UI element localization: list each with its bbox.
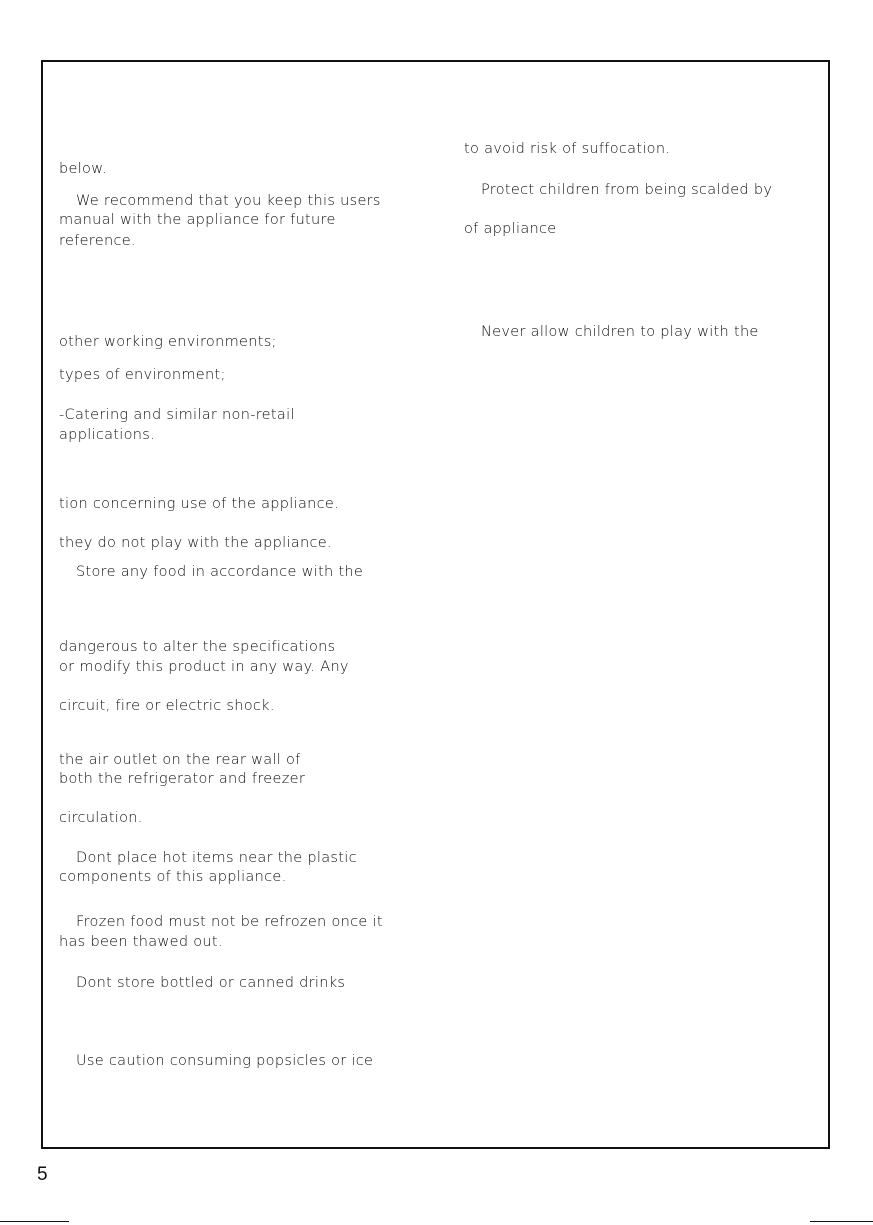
text-line: the air outlet on the rear wall of: [59, 752, 301, 768]
text-line: has been thawed out.: [59, 934, 223, 950]
text-line: to avoid risk of suffocation.: [464, 141, 671, 157]
text-line: Never allow children to play with the: [481, 324, 759, 340]
text-line: Protect children from being scalded by: [481, 182, 773, 198]
text-line: they do not play with the appliance.: [59, 535, 332, 551]
text-line: We recommend that you keep this users: [76, 193, 381, 209]
text-line: Dont place hot items near the plastic: [76, 850, 357, 866]
text-line: below.: [59, 161, 107, 177]
text-line: Store any food in accordance with the: [76, 564, 364, 580]
text-line: both the refrigerator and freezer: [59, 771, 306, 787]
text-line: circuit, fire or electric shock.: [59, 698, 275, 714]
page-number: 5: [37, 1164, 48, 1185]
text-line: tion concerning use of the appliance.: [59, 496, 340, 512]
text-line: reference.: [59, 233, 136, 249]
text-line: circulation.: [59, 810, 143, 826]
text-line: -Catering and similar non-retail: [59, 407, 295, 423]
text-line: components of this appliance.: [59, 869, 287, 885]
text-line: or modify this product in any way. Any: [59, 659, 349, 675]
text-line: manual with the appliance for future: [59, 212, 336, 228]
text-line: applications.: [59, 427, 156, 443]
footer-divider: [810, 1221, 873, 1222]
text-line: types of environment;: [59, 367, 226, 383]
text-line: Use caution consuming popsicles or ice: [76, 1053, 374, 1069]
text-line: of appliance: [464, 221, 557, 237]
footer-divider: [0, 1221, 69, 1222]
text-line: dangerous to alter the specifications: [59, 639, 336, 655]
text-line: Frozen food must not be refrozen once it: [76, 914, 383, 930]
text-line: Dont store bottled or canned drinks: [76, 975, 346, 991]
text-line: other working environments;: [59, 334, 277, 350]
